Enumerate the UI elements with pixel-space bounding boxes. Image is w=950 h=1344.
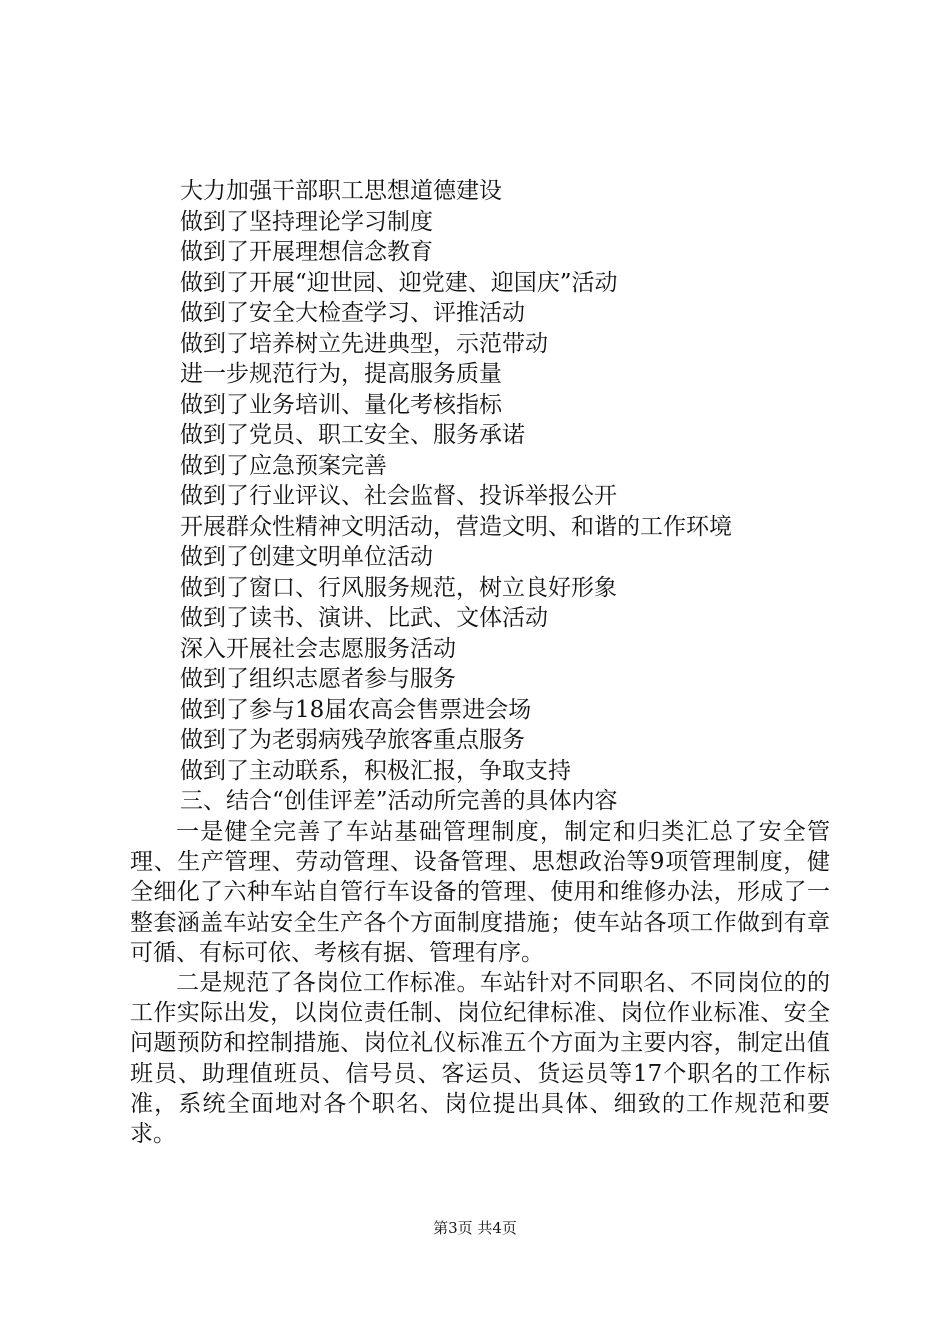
list-item: 做到了培养树立先进典型，示范带动 — [180, 330, 548, 357]
list-item: 进一步规范行为，提高服务质量 — [180, 361, 502, 387]
list-item: 做到了窗口、行风服务规范，树立良好形象 — [180, 574, 617, 601]
list-item: 做到了党员、职工安全、服务承诺 — [180, 422, 525, 448]
list-item: 做到了主动联系，积极汇报，争取支持 — [180, 757, 571, 784]
section-heading: 三、结合“创佳评差”活动所完善的具体内容 — [180, 788, 618, 814]
body-text — [130, 817, 830, 1149]
paragraph-1: 一是健全完善了车站基础管理制度，制定和归类汇总了安全管理、生产管理、劳动管理、设备管理、思想政治等9项管理制度，健全细化了六种车站自管行车设备的管理、使用和维修办法，形成了一整套涵盖车站安全生产各个方面制度措施；使车站各项工作做到有章可循、有标可依、考核有据、管理有序。 — [130, 819, 830, 966]
list-item: 做到了开展理想信念教育 — [180, 239, 433, 265]
list-item: 做到了安全大检查学习、评推活动 — [180, 300, 525, 326]
list-item: 做到了行业评议、社会监督、投诉举报公开 — [180, 483, 617, 509]
list-item: 开展群众性精神文明活动，营造文明、和谐的工作环境 — [180, 513, 732, 540]
list-item: 大力加强干部职工思想道德建设 — [180, 178, 502, 204]
list-item: 做到了坚持理论学习制度 — [180, 208, 433, 235]
list-item: 做到了组织志愿者参与服务 — [180, 666, 456, 692]
list-item: 做到了为老弱病残孕旅客重点服务 — [180, 727, 525, 753]
list-item: 深入开展社会志愿服务活动 — [180, 635, 456, 662]
list-item: 做到了开展“迎世园、迎党建、迎国庆”活动 — [180, 269, 618, 296]
line-list — [180, 176, 860, 817]
list-item: 做到了业务培训、量化考核指标 — [180, 391, 502, 418]
paragraph-2: 二是规范了各岗位工作标准。车站针对不同职名、不同岗位的的工作实际出发，以岗位责任制、岗位纪律标准、岗位作业标准、安全问题预防和控制措施、岗位礼仪标准五个方面为主要内容，制定出值班员、助理值班员、信号员、客运员、货运员等17个职名的工作标准，系统全面地对各个职名、岗位提出具体、细致的工作规范和要求。 — [130, 970, 830, 1148]
list-item: 做到了参与18届农高会售票进会场 — [180, 696, 532, 723]
list-item: 做到了应急预案完善 — [180, 452, 387, 479]
page-footer: 第3页 共4页 — [433, 1219, 517, 1237]
list-item: 做到了读书、演讲、比武、文体活动 — [180, 605, 548, 631]
list-item: 做到了创建文明单位活动 — [180, 544, 433, 570]
